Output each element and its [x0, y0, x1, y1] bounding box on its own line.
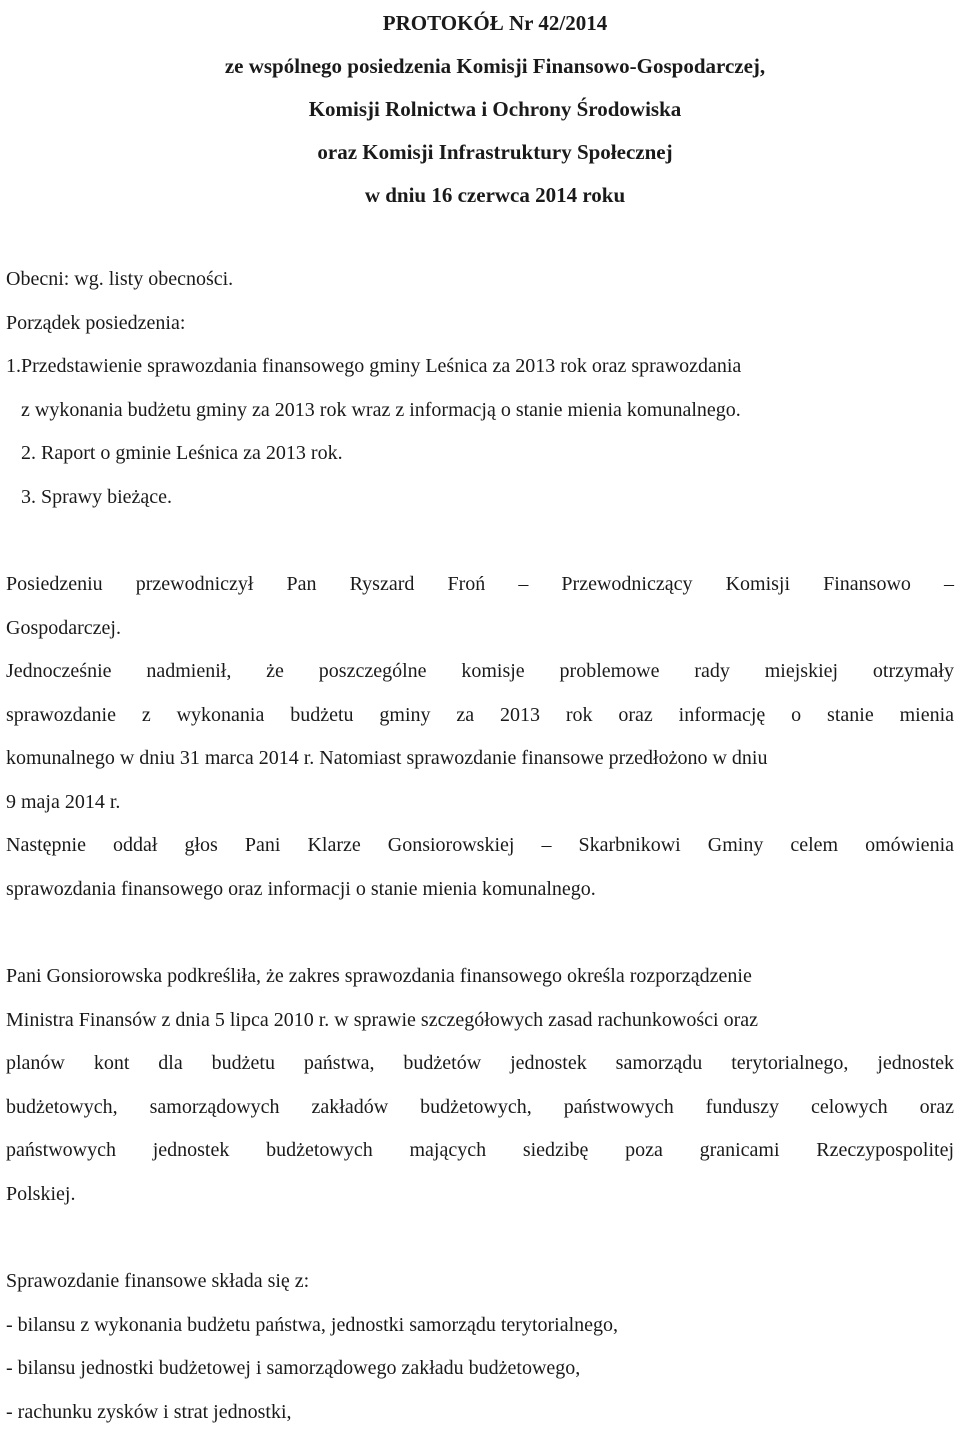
- spacer: [6, 911, 954, 955]
- agenda-label: Porządek posiedzenia:: [6, 302, 954, 346]
- paragraph-line: sprawozdanie z wykonania budżetu gminy za 2013 rok oraz informację o stanie mienia: [6, 694, 954, 738]
- paragraph-line: Ministra Finansów z dnia 5 lipca 2010 r. w sprawie szczegółowych zasad rachunkowości oraz: [6, 999, 954, 1043]
- paragraph-line: 9 maja 2014 r.: [6, 781, 954, 825]
- report-list-item: - bilansu jednostki budżetowej i samorządowego zakładu budżetowego,: [6, 1347, 954, 1391]
- paragraph-line: państwowych jednostek budżetowych mających siedzibę poza granicami Rzeczypospolitej: [6, 1129, 954, 1173]
- paragraph-line: sprawozdania finansowego oraz informacji o stanie mienia komunalnego.: [6, 868, 954, 912]
- report-list-item: - rachunku zysków i strat jednostki,: [6, 1391, 954, 1434]
- paragraph-line: komunalnego w dniu 31 marca 2014 r. Natomiast sprawozdanie finansowe przedłożono w dniu: [6, 737, 954, 781]
- report-list-item: - bilansu z wykonania budżetu państwa, jednostki samorządu terytorialnego,: [6, 1304, 954, 1348]
- paragraph-line: Gospodarczej.: [6, 607, 954, 651]
- document-body: [6, 258, 954, 1434]
- paragraph-line: Posiedzeniu przewodniczył Pan Ryszard Froń – Przewodniczący Komisji Finansowo –: [6, 563, 954, 607]
- header-line: ze wspólnego posiedzenia Komisji Finansowo-Gospodarczej,: [0, 45, 960, 88]
- header-line: oraz Komisji Infrastruktury Społecznej: [0, 131, 960, 174]
- header-date: w dniu 16 czerwca 2014 roku: [0, 174, 960, 217]
- paragraph-line: Jednocześnie nadmienił, że poszczególne komisje problemowe rady miejskiej otrzymały: [6, 650, 954, 694]
- spacer: [6, 1216, 954, 1260]
- paragraph-line: Polskiej.: [6, 1173, 954, 1217]
- paragraph-line: Następnie oddał głos Pani Klarze Gonsiorowskiej – Skarbnikowi Gminy celem omówienia: [6, 824, 954, 868]
- agenda-item-1: 1.Przedstawienie sprawozdania finansowego gminy Leśnica za 2013 rok oraz sprawozdania: [6, 345, 954, 389]
- paragraph-line: budżetowych, samorządowych zakładów budżetowych, państwowych funduszy celowych oraz: [6, 1086, 954, 1130]
- document-header: [0, 2, 960, 217]
- attendance-line: Obecni: wg. listy obecności.: [6, 258, 954, 302]
- agenda-item-1-continued: z wykonania budżetu gminy za 2013 rok wraz z informacją o stanie mienia komunalnego.: [6, 389, 954, 433]
- paragraph-line: Pani Gonsiorowska podkreśliła, że zakres sprawozdania finansowego określa rozporządzenie: [6, 955, 954, 999]
- paragraph-line: planów kont dla budżetu państwa, budżetów jednostek samorządu terytorialnego, jednostek: [6, 1042, 954, 1086]
- agenda-item-2: 2. Raport o gminie Leśnica za 2013 rok.: [6, 432, 954, 476]
- spacer: [6, 519, 954, 563]
- report-intro: Sprawozdanie finansowe składa się z:: [6, 1260, 954, 1304]
- agenda-item-3: 3. Sprawy bieżące.: [6, 476, 954, 520]
- document-title: PROTOKÓŁ Nr 42/2014: [0, 2, 960, 45]
- header-line: Komisji Rolnictwa i Ochrony Środowiska: [0, 88, 960, 131]
